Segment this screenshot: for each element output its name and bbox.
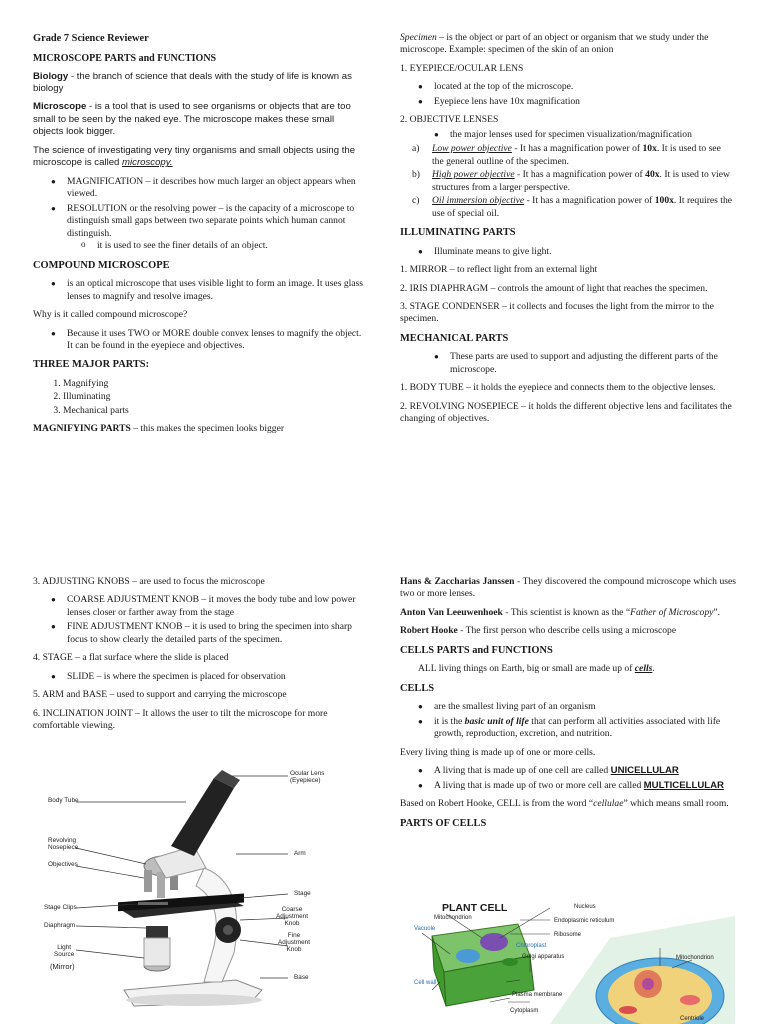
objective-list [400, 143, 733, 220]
microscope-term: Microscope [33, 101, 87, 113]
mirror-item: 1. MIRROR – to reflect light from an external light [400, 264, 598, 276]
magnifying-parts: MAGNIFYING PARTS – this makes the specimen looks bigger [33, 423, 285, 435]
why-question: Why is it called compound microscope? [33, 309, 188, 321]
list-item: ● FINE ADJUSTMENT KNOB – it is used to bring the specimen into sharp focus to show clearly the detailed parts of the specimen. [67, 621, 365, 646]
column-bottom-left [33, 576, 365, 739]
er-label: Endoplasmic reticulum [554, 918, 615, 924]
chloroplast-label: Chloroplast [516, 943, 547, 949]
section-title: MICROSCOPE PARTS and FUNCTIONS [33, 52, 217, 64]
list-item: ● Eyepiece lens have 10x magnification [434, 96, 733, 108]
base-label: Base [294, 974, 309, 981]
iris-item: 2. IRIS DIAPHRAGM – controls the amount of light that reaches the specimen. [400, 282, 708, 294]
nucleus-label: Nucleus [574, 904, 596, 910]
coarse-knob-label: Coarse Adjustment Knob [276, 906, 308, 928]
arm-base-item: 5. ARM and BASE – used to support and carrying the microscope [33, 689, 287, 701]
knobs-item: 3. ADJUSTING KNOBS – are used to focus the microscope [33, 576, 265, 587]
cell-wall-label: Cell wall [414, 980, 437, 986]
list-item: ● These parts are used to support and adjusting the different parts of the microscope. [450, 351, 733, 376]
every-living-item: Every living thing is made up of one or more cells. [400, 746, 596, 758]
list-item: ● are the smallest living part of an organism [434, 701, 736, 713]
diaphragm-label: Diaphragm [44, 922, 76, 929]
ocular-lens-label: Ocular Lens (Eyepiece) [290, 770, 325, 785]
list-item: ● Because it uses TWO or MORE double convex lenses to magnify the object. It can be found in the eyepiece and objectives. [67, 328, 365, 353]
inclination-item: 6. INCLINATION JOINT – It allows the user to tilt the microscope for more comfortable viewing. [33, 707, 328, 732]
compound-heading: COMPOUND MICROSCOPE [33, 259, 170, 271]
objective-heading: 2. OBJECTIVE LENSES [400, 114, 499, 126]
biology-definition: Biology - the branch of science that deals with the study of life is known as biology [33, 70, 352, 94]
stage-item: 4. STAGE – a flat surface where the slide is placed [33, 652, 229, 664]
sub-list-item: o it is used to see the finer details of an object. [97, 240, 365, 252]
list-item: ● it is the basic unit of life that can perform all activities associated with life growth, reproduction, excretion, and nutrition. [434, 716, 736, 741]
stage-clips-label: Stage Clips [44, 904, 77, 911]
eyepiece-heading: 1. EYEPIECE/OCULAR LENS [400, 62, 524, 74]
centriole-label: Centriole [680, 1016, 705, 1022]
mirror-label: (Mirror) [50, 962, 75, 971]
light-source-label: Light Source [54, 944, 75, 959]
cells-parts-heading: CELLS PARTS and FUNCTIONS [400, 644, 553, 656]
stage-label: Stage [294, 890, 311, 897]
list-item: ● MAGNIFICATION – it describes how much larger an object appears when viewed. [67, 176, 365, 201]
column-top-right [400, 32, 733, 432]
leeuwenhoek-item: Anton Van Leeuwenhoek - This scientist is known as the “Father of Microscopy”. [400, 606, 721, 618]
cellulae-item: Based on Robert Hooke, CELL is from the word “cellulae” which means small room. [400, 798, 729, 810]
nosepiece-label: Revolving Nosepiece [48, 837, 79, 852]
microscopy-definition: The science of investigating very tiny organisms and small objects using the microscope is called microscopy. [33, 144, 356, 169]
three-parts-list [33, 378, 365, 417]
mechanical-heading: MECHANICAL PARTS [400, 332, 509, 344]
column-bottom-right [400, 576, 736, 836]
list-item: ● the major lenses used for specimen visualization/magnification [450, 129, 733, 141]
objectives-label: Objectives [48, 861, 78, 868]
plasma-membrane-label: Plasma membrane [512, 992, 563, 998]
list-item: ● A living that is made up of one cell are called UNICELLULAR [434, 765, 736, 777]
microscope-illustration [36, 768, 366, 1018]
mitochondrion-label: Mitochondrion [434, 915, 472, 921]
ribosome-label: Ribosome [554, 932, 582, 938]
nosepiece-item: 2. REVOLVING NOSEPIECE – it holds the different objective lens and facilitates the changing of objectives. [400, 400, 732, 425]
list-item: 1. Magnifying [63, 378, 365, 390]
illuminating-heading: ILLUMINATING PARTS [400, 227, 516, 239]
body-tube-item: 1. BODY TUBE – it holds the eyepiece and connects them to the objective lenses. [400, 382, 716, 394]
magnification-list [33, 176, 365, 253]
microscopy-term: microscopy. [122, 157, 173, 169]
janssen-item: Hans & Zaccharias Janssen - They discovered the compound microscope which uses two or more lenses. [400, 576, 736, 600]
list-item: a) Low power objective - It has a magnification power of 10x. It is used to see the general outline of the specimen. [412, 143, 721, 167]
microscope-definition: Microscope - is a tool that is used to see organisms or objects that are too small to be seen by the naked eye. The microscope makes these small objects look bigger. [33, 101, 351, 138]
list-item: ● A living that is made up of two or more cell are called MULTICELLULAR [434, 780, 736, 792]
cells-heading: CELLS [400, 682, 435, 694]
all-living-item: ALL living things on Earth, big or small are made up of cells. [418, 663, 655, 675]
plant-cell-figure [410, 898, 735, 1024]
list-item: ● RESOLUTION or the resolving power – is the capacity of a microscope to distinguish small gaps between two separate points which human cannot distinguish. o it is used to see the finer details of an object. [67, 203, 365, 253]
biology-term: Biology [33, 70, 69, 82]
list-item: 3. Mechanical parts [63, 405, 365, 417]
list-item: ● located at the top of the microscope. [434, 81, 733, 93]
fine-knob-label: Fine Adjustment Knob [278, 932, 310, 954]
list-item: ● COARSE ADJUSTMENT KNOB – it moves the body tube and low power lenses closer or farther away from the stage [67, 594, 365, 619]
list-item: ● SLIDE – is where the specimen is placed for observation [67, 671, 365, 683]
page-title: Grade 7 Science Reviewer [33, 33, 149, 44]
microscope-figure [36, 768, 366, 1018]
list-item: ● Illuminate means to give light. [434, 246, 733, 258]
column-top-left [33, 32, 365, 442]
cytoplasm-label: Cytoplasm [510, 1008, 539, 1014]
arm-label: Arm [294, 850, 306, 857]
golgi-label: Golgi apparatus [522, 954, 565, 960]
condenser-item: 3. STAGE CONDENSER – it collects and focuses the light from the mirror to the specimen. [400, 301, 714, 325]
list-item: 2. Illuminating [63, 391, 365, 403]
specimen-definition: Specimen – is the object or part of an object or organism that we study under the microscope. Example: specimen of the skin of an onion [400, 32, 709, 56]
list-item: c) Oil immersion objective - It has a magnification power of 100x. It requires the use of special oil. [412, 195, 732, 219]
plant-cell-title: PLANT CELL [442, 902, 508, 914]
vacuole-label: Vacuole [414, 926, 436, 932]
three-parts-heading: THREE MAJOR PARTS: [33, 359, 150, 371]
body-tube-label: Body Tube [48, 797, 79, 804]
parts-of-cells-heading: PARTS OF CELLS [400, 817, 487, 829]
list-item: ● is an optical microscope that uses visible light to form an image. It uses glass lenses to magnify and resolve images. [67, 278, 365, 303]
mitochondrion-label-2: Mitochondrion [676, 955, 714, 961]
list-item: b) High power objective - It has a magnification power of 40x. It is used to view structures from a larger perspective. [412, 169, 730, 193]
hooke-item: Robert Hooke - The first person who describe cells using a microscope [400, 625, 677, 637]
